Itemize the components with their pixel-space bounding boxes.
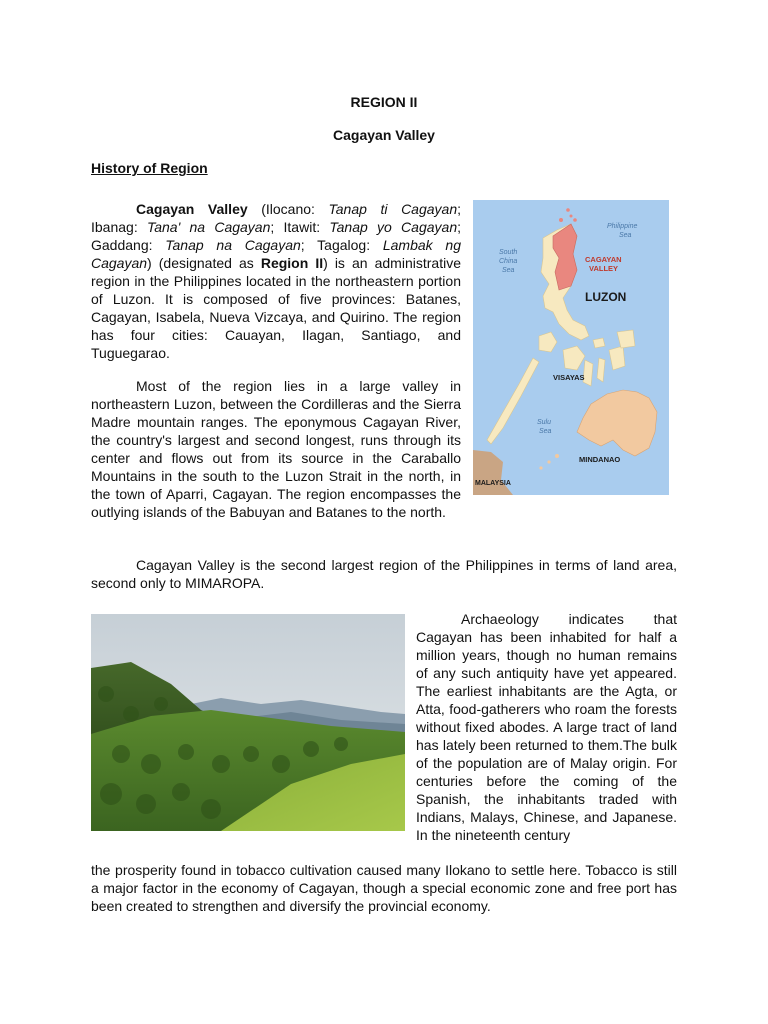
region-subtitle: Cagayan Valley [333,127,435,143]
paragraph-land-area [91,556,677,592]
sulu-sea-label: Sulu [537,419,552,426]
text-run: ; Tagalog: [300,237,383,253]
italic-run: Tanap yo Cagayan [329,219,458,235]
batanes-island [570,215,573,218]
luzon-label: LUZON [585,290,627,304]
sulu-island [539,466,542,469]
text-run: Cagayan Valley is the second largest region of the Philippines in terms of land area, second only to MIMAROPA. [91,557,677,591]
map-graphic [473,200,669,495]
babuyan-island [559,218,563,222]
text-run: Most of the region lies in a large valley in northeastern Luzon, between the Cordilleras and the Sierra Madre mountain ranges. The eponymous Cagayan River, the country's largest and second longest, runs through its center and flows out from its source in the Caraballo Mountains in the south to the Luzon Strait in the north, in the town of Aparri, Cagayan. The region encompasses the outlying islands of the Babuyan and Batanes to the north. [91,378,461,520]
paragraph-history-continued [91,861,677,915]
south-china-sea-label: Sea [502,267,515,274]
sulu-island [547,460,550,463]
batanes-island [566,208,570,212]
text-run: Archaeology indicates that Cagayan has been inhabited for half a million years, though no human remains of any such antiquity have yet appeared. The earliest inhabitants are the Agta, or Atta, food-gatherers who roam the forests without fixed abodes. A large tract of land has lately been returned to them.The bulk of the population are of Malay origin. For centuries before the coming of the Spanish, the inhabitants traded with Indians, Malays, Chinese, and Japanese. In the nineteenth century [416,611,677,843]
cagayan-valley-label: CAGAYAN [585,255,622,264]
italic-run: Tana' na Cagayan [146,219,271,235]
text-run: ; Ibanag: [91,201,461,235]
text-run: ) is an administrative region in the Philippines located in the northeastern portion of Luzon. It is composed of five provinces: Batanes, Cagayan, Isabela, Nueva Vizcaya, and Quirino. The region has four cities: Cauayan, Ilagan, Santiago, and Tuguegarao. [91,255,461,361]
bold-term: Cagayan Valley [136,201,248,217]
text-run: ; Itawit: [270,219,330,235]
section-heading: History of Region [91,160,208,176]
paragraph-geography [91,377,461,521]
text-run: (Ilocano: [247,201,329,217]
paragraph-history [416,610,677,844]
sulu-island [555,454,559,458]
text-run: ) (designated as [147,255,261,271]
bold-term: Region II [260,255,324,271]
mindanao-label: MINDANAO [579,455,621,464]
paragraph-intro [91,200,461,362]
italic-run: Tanap na Cagayan [165,237,301,253]
landscape-photo-graphic [91,614,405,831]
philippine-sea-label: Philippine [607,223,638,230]
region-title: REGION II [350,94,418,110]
malaysia-label: MALAYSIA [475,480,511,487]
babuyan-island [573,218,577,222]
masbate-island [593,338,605,348]
south-china-sea-label: China [499,258,518,265]
philippine-sea-label: Sea [619,232,632,239]
text-run: ; Gaddang: [91,219,461,253]
text-run: the prosperity found in tobacco cultivation caused many Ilokano to settle here. Tobacco is still a major factor in the economy of Cagayan, though a special economic zone and free port has been created to strengthen and diversify the provincial economy. [91,862,677,914]
italic-run: Tanap ti Cagayan [328,201,458,217]
cagayan-valley-label: VALLEY [589,264,619,273]
sulu-sea-label: Sea [539,428,552,435]
visayas-label: VISAYAS [553,373,585,382]
philippines-map [473,200,669,495]
south-china-sea-label: South [499,249,518,256]
landscape-photo [91,614,405,831]
italic-run: Lambak ng Cagayan [91,237,461,271]
